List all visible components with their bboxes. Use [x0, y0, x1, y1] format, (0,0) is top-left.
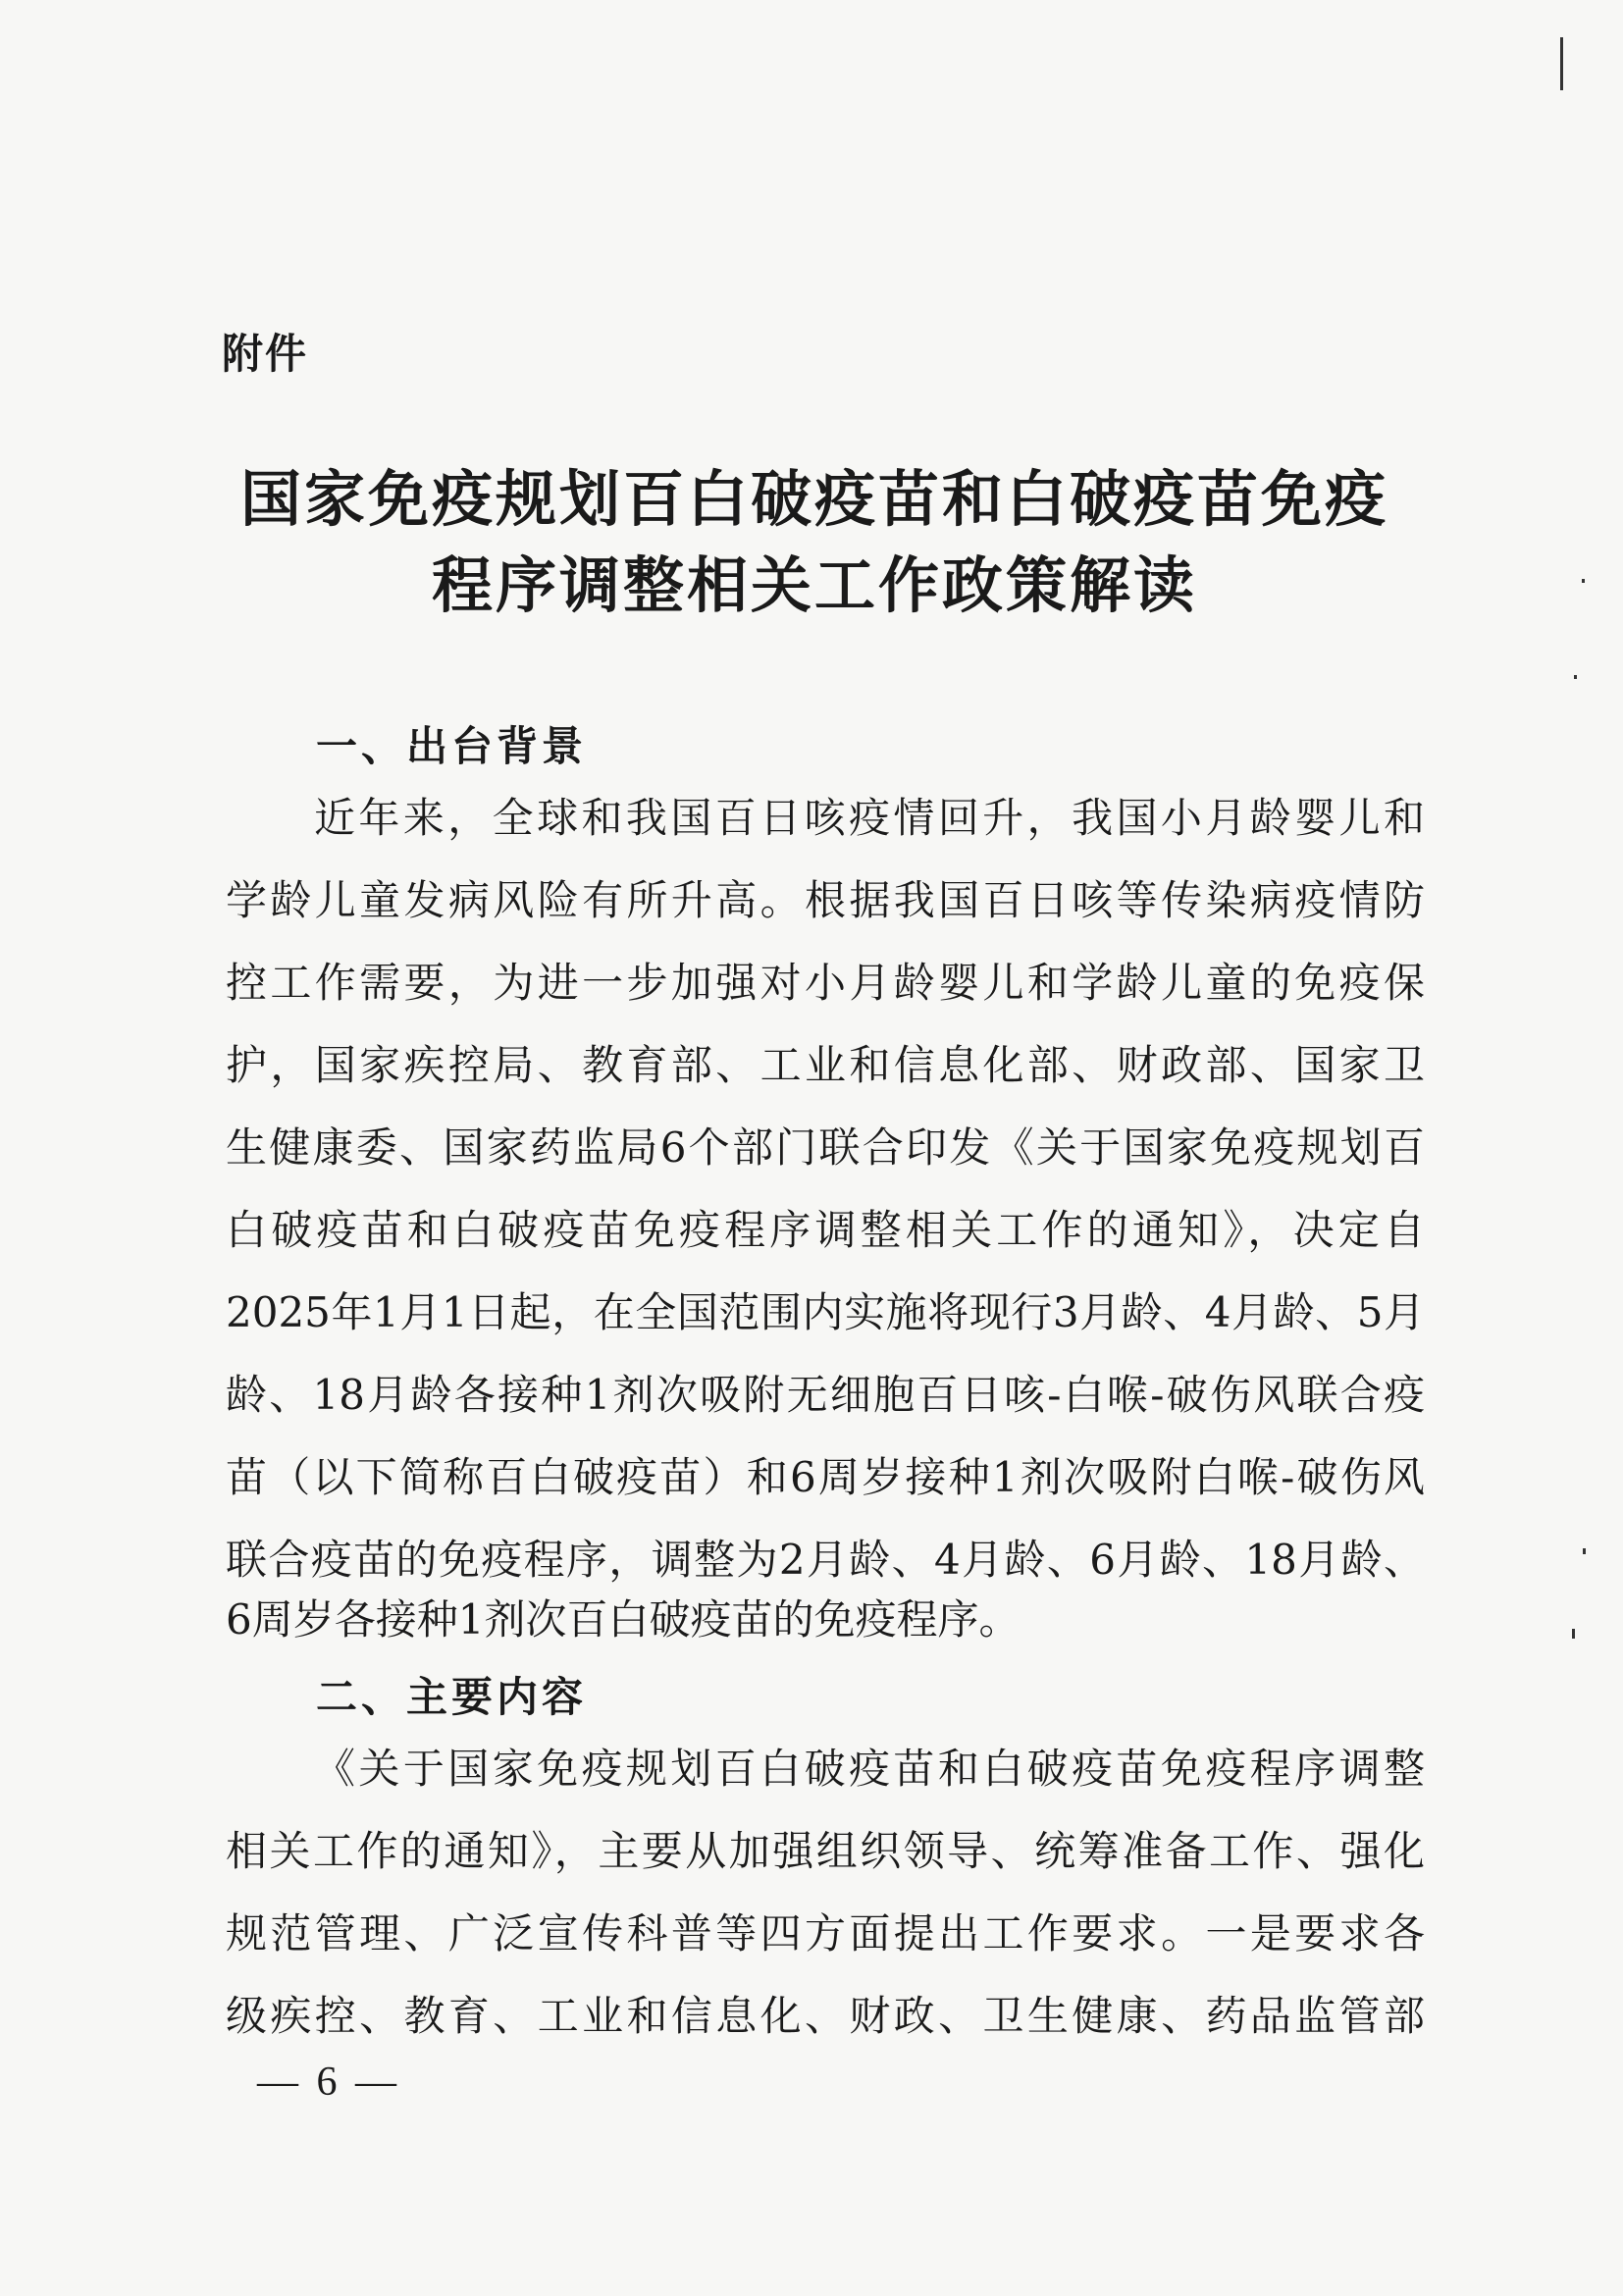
section-heading-main-content: 二、主要内容 [316, 1673, 588, 1721]
paragraph-line: 护，国家疾控局、教育部、工业和信息化部、财政部、国家卫 [226, 1041, 1425, 1089]
paragraph-line: 《关于国家免疫规划百白破疫苗和白破疫苗免疫程序调整 [314, 1745, 1425, 1793]
paragraph-line: 规范管理、广泛宣传科普等四方面提出工作要求。一是要求各 [226, 1909, 1425, 1957]
paragraph-line: 龄、18月龄各接种1剂次吸附无细胞百日咳-白喉-破伤风联合疫 [226, 1371, 1425, 1419]
paragraph-line: 近年来，全球和我国百日咳疫情回升，我国小月龄婴儿和 [314, 794, 1425, 842]
paragraph-line: 2025年1月1日起，在全国范围内实施将现行3月龄、4月龄、5月 [226, 1288, 1425, 1336]
scan-speck [1583, 1548, 1586, 1554]
paragraph-line: 联合疫苗的免疫程序，调整为2月龄、4月龄、6月龄、18月龄、 [226, 1536, 1425, 1584]
attachment-label: 附件 [222, 330, 309, 378]
document-title-line-2: 程序调整相关工作政策解读 [431, 549, 1197, 621]
scan-speck [1572, 1629, 1575, 1639]
paragraph-line: 6周岁各接种1剂次百白破疫苗的免疫程序。 [226, 1595, 1021, 1644]
paragraph-line: 苗（以下简称百白破疫苗）和6周岁接种1剂次吸附白喉-破伤风 [226, 1453, 1425, 1501]
scan-speck [1582, 579, 1585, 583]
document-title-line-1: 国家免疫规划百白破疫苗和白破疫苗免疫 [239, 463, 1388, 535]
page-number: — 6 — [257, 2060, 400, 2105]
paragraph-line: 生健康委、国家药监局6个部门联合印发《关于国家免疫规划百 [226, 1123, 1425, 1172]
paragraph-line: 级疾控、教育、工业和信息化、财政、卫生健康、药品监管部 [226, 1992, 1425, 2040]
paragraph-line: 白破疫苗和白破疫苗免疫程序调整相关工作的通知》，决定自 [226, 1206, 1425, 1254]
scan-speck [1574, 675, 1577, 679]
section-heading-background: 一、出台背景 [316, 722, 588, 770]
scan-margin-mark [1560, 37, 1563, 90]
paragraph-line: 学龄儿童发病风险有所升高。根据我国百日咳等传染病疫情防 [226, 876, 1425, 924]
paragraph-line: 控工作需要，为进一步加强对小月龄婴儿和学龄儿童的免疫保 [226, 959, 1425, 1007]
paragraph-line: 相关工作的通知》，主要从加强组织领导、统筹准备工作、强化 [226, 1827, 1425, 1875]
